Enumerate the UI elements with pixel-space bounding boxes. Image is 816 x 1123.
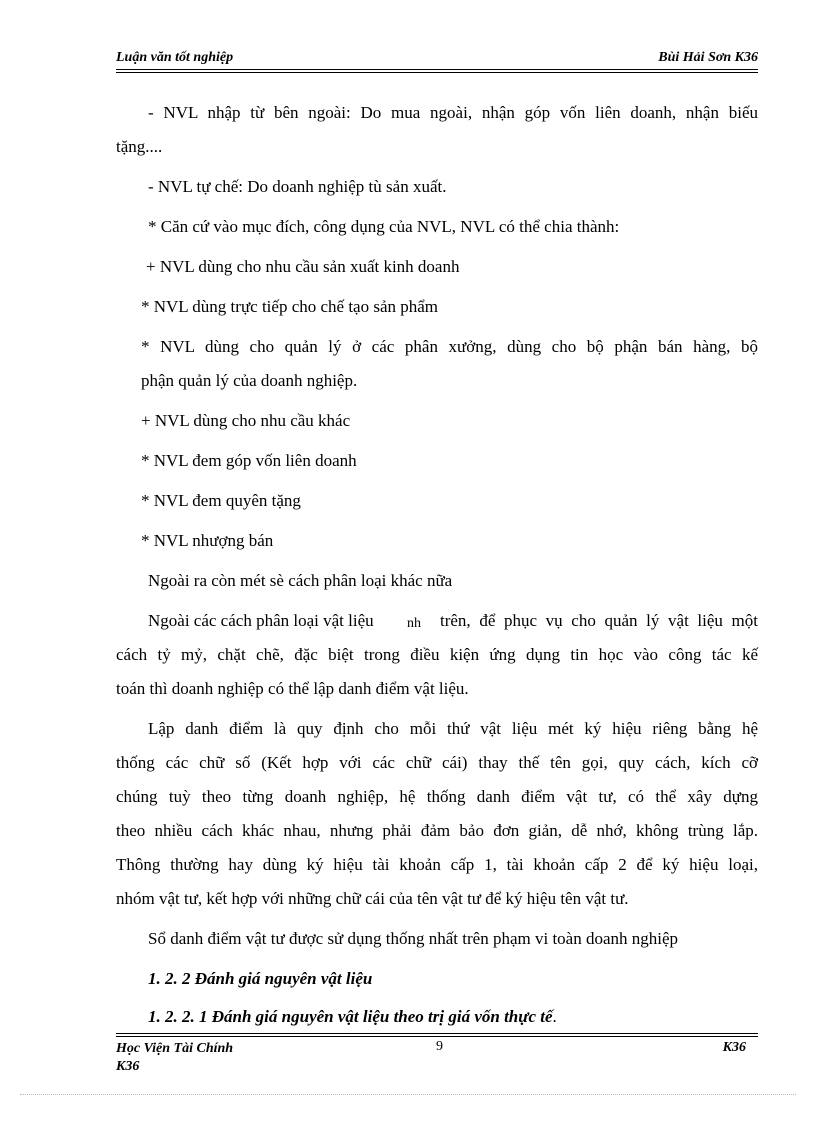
paragraph-line: nhóm vật tư, kết hợp với những chữ cái của tên vật tư để ký hiệu tên vật tư. xyxy=(116,889,629,908)
list-item: * NVL đem góp vốn liên doanh xyxy=(141,451,357,470)
page-break-divider xyxy=(20,1094,796,1095)
paragraph-line: Sổ danh điểm vật tư được sử dụng thống nhất trên phạm vi toàn doanh nghiệp xyxy=(148,929,679,948)
paragraph-line: cách tỷ mỷ, chặt chẽ, đặc biệt trong điều kiện ứng dụng tin học vào công tác kế xyxy=(116,645,758,664)
paragraph-line: chúng tuỳ theo từng doanh nghiệp, hệ thống danh điểm vật tư, có thể xây dựng xyxy=(116,787,758,806)
footer-class: K36 xyxy=(116,1059,140,1074)
paragraph-line: tặng.... xyxy=(116,137,163,156)
header-thesis-title: Luận văn tốt nghiệp xyxy=(116,50,234,65)
subsection-heading xyxy=(148,1007,557,1027)
paragraph-line: - NVL nhập từ bên ngoài: Do mua ngoài, nhận góp vốn liên doanh, nhận biếu xyxy=(148,103,758,122)
paragraph-line: thống các chữ số (Kết hợp với các chữ cái) thay thế tên gọi, quy cách, kích cỡ xyxy=(116,753,758,772)
header-author: Bùi Hải Sơn K36 xyxy=(658,50,758,65)
list-item: * NVL đem quyên tặng xyxy=(141,491,301,510)
list-item: + NVL dùng cho nhu cầu sản xuất kinh doanh xyxy=(146,257,460,276)
paragraph-line-start: Ngoài các cách phân loại vật liệu xyxy=(148,611,374,630)
paragraph-line: toán thì doanh nghiệp có thể lập danh điểm vật liệu. xyxy=(116,679,469,698)
page-footer xyxy=(116,1040,758,1080)
section-heading: 1. 2. 2 Đánh giá nguyên vật liệu xyxy=(148,969,373,988)
list-item: * NVL dùng trực tiếp cho chế tạo sản phẩm xyxy=(141,297,439,316)
paragraph-line: * Căn cứ vào mục đích, công dụng của NVL, NVL có thể chia thành: xyxy=(148,217,620,236)
heading-period: . xyxy=(552,1007,557,1026)
footer-right-class: K36 xyxy=(722,1040,746,1055)
footer-rule xyxy=(116,1033,758,1037)
list-item: * NVL nhượng bán xyxy=(141,531,274,550)
paragraph-fragment: nh xyxy=(407,616,421,631)
list-item: phận quản lý của doanh nghiệp. xyxy=(141,371,358,390)
list-item: * NVL dùng cho quản lý ở các phân xưởng, dùng cho bộ phận bán hàng, bộ xyxy=(141,337,758,356)
paragraph-line: Thông thường hay dùng ký hiệu tài khoản cấp 1, tài khoản cấp 2 để ký hiệu loại, xyxy=(116,855,758,874)
paragraph-line-end: trên, để phục vụ cho quản lý vật liệu một xyxy=(440,611,758,630)
paragraph-line: theo nhiều cách khác nhau, nhưng phải đảm bảo đơn giản, dễ nhớ, không trùng lắp. xyxy=(116,821,758,840)
page-number: 9 xyxy=(436,1039,443,1054)
list-item: + NVL dùng cho nhu cầu khác xyxy=(141,411,351,430)
footer-institution: Học Viện Tài Chính xyxy=(116,1041,234,1056)
paragraph-line: Lập danh điểm là quy định cho mỗi thứ vật liệu mét ký hiệu riêng bằng hệ xyxy=(148,719,758,738)
paragraph-line: - NVL tự chế: Do doanh nghiệp tù sản xuất. xyxy=(148,177,447,196)
paragraph-line: Ngoài ra còn mét sè cách phân loại khác nữa xyxy=(148,571,453,590)
subsection-heading-text: 1. 2. 2. 1 Đánh giá nguyên vật liệu theo trị giá vốn thực tế xyxy=(148,1007,553,1026)
